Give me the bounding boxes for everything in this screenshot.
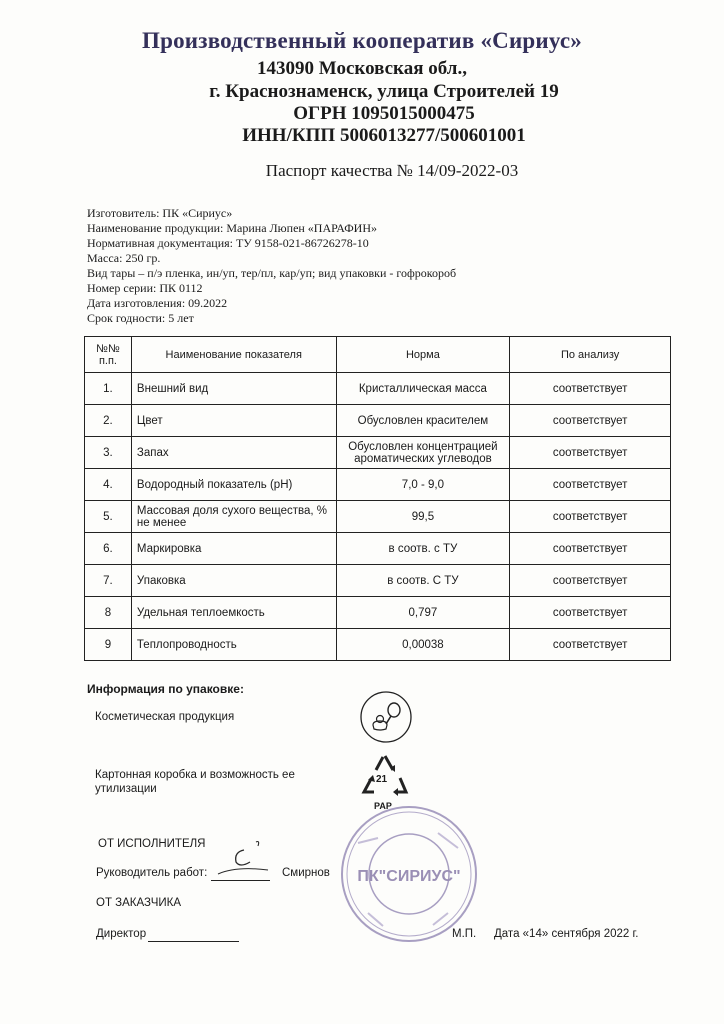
info-series-number: Номер серии: ПК 0112 bbox=[87, 281, 203, 295]
quality-table bbox=[84, 336, 671, 661]
document-date: Дата «14» сентября 2022 г. bbox=[494, 928, 639, 940]
row-result: соответствует bbox=[510, 565, 671, 597]
packaging-cosmetic: Косметическая продукция bbox=[95, 711, 235, 723]
organization-name: Производственный кооператив «Сириус» bbox=[142, 28, 582, 53]
row-number: 1. bbox=[85, 373, 132, 405]
table-row bbox=[85, 373, 671, 405]
info-manufacture-date: Дата изготовления: 09.2022 bbox=[87, 296, 228, 310]
row-indicator: Маркировка bbox=[131, 533, 336, 565]
address-line-2: г. Краснознаменск, улица Строителей 19 bbox=[209, 81, 559, 102]
cosmetic-product-icon bbox=[359, 690, 413, 744]
row-result: соответствует bbox=[510, 373, 671, 405]
row-result: соответствует bbox=[510, 405, 671, 437]
director-label: Директор bbox=[96, 928, 147, 940]
header-indicator: Наименование показателя bbox=[131, 337, 336, 373]
row-number: 2. bbox=[85, 405, 132, 437]
packaging-carton: Картонная коробка и возможность ее утилизации bbox=[95, 769, 295, 795]
table-row bbox=[85, 533, 671, 565]
stamp-center-text: ПК"СИРИУС" bbox=[357, 868, 461, 885]
handwritten-signature bbox=[216, 830, 276, 880]
packaging-title: Информация по упаковке: bbox=[87, 682, 244, 696]
row-result: соответствует bbox=[510, 533, 671, 565]
table-row bbox=[85, 501, 671, 533]
row-norm: Обусловлен концентрацией ароматических углеводов bbox=[336, 437, 510, 469]
row-result: соответствует bbox=[510, 597, 671, 629]
info-shelf-life: Срок годности: 5 лет bbox=[87, 311, 194, 325]
row-result: соответствует bbox=[510, 501, 671, 533]
info-mass: Масса: 250 гр. bbox=[87, 251, 161, 265]
header-number: №№ п.п. bbox=[85, 337, 132, 373]
manager-name: Смирнов bbox=[282, 867, 330, 879]
header-norm: Норма bbox=[336, 337, 510, 373]
row-number: 3. bbox=[85, 437, 132, 469]
recycle-label: PAP bbox=[374, 801, 392, 811]
row-indicator: Внешний вид bbox=[131, 373, 336, 405]
table-row bbox=[85, 469, 671, 501]
info-manufacturer: Изготовитель: ПК «Сириус» bbox=[87, 206, 233, 220]
row-norm: в соотв. С ТУ bbox=[336, 565, 510, 597]
row-indicator: Водородный показатель (pH) bbox=[131, 469, 336, 501]
row-indicator: Цвет bbox=[131, 405, 336, 437]
row-indicator: Теплопроводность bbox=[131, 629, 336, 661]
row-norm: 99,5 bbox=[336, 501, 510, 533]
address-line-1: 143090 Московская обл., bbox=[257, 58, 467, 79]
row-number: 9 bbox=[85, 629, 132, 661]
inn-kpp: ИНН/КПП 5006013277/500601001 bbox=[242, 125, 526, 146]
row-number: 6. bbox=[85, 533, 132, 565]
manager-label: Руководитель работ: bbox=[96, 867, 208, 879]
row-indicator: Упаковка bbox=[131, 565, 336, 597]
table-row bbox=[85, 437, 671, 469]
row-norm: 7,0 - 9,0 bbox=[336, 469, 510, 501]
row-indicator: Массовая доля сухого вещества, % не менее bbox=[131, 501, 336, 533]
row-number: 8 bbox=[85, 597, 132, 629]
table-row bbox=[85, 405, 671, 437]
row-indicator: Удельная теплоемкость bbox=[131, 597, 336, 629]
executor-title: ОТ ИСПОЛНИТЕЛЯ bbox=[98, 838, 206, 850]
table-row bbox=[85, 629, 671, 661]
stamp bbox=[338, 803, 480, 945]
passport-title: Паспорт качества № 14/09-2022-03 bbox=[265, 161, 519, 180]
table-row bbox=[85, 565, 671, 597]
info-product-name: Наименование продукции: Марина Люпен «ПАРАФИН» bbox=[87, 221, 378, 235]
recycle-code: 21 bbox=[376, 774, 388, 785]
row-number: 5. bbox=[85, 501, 132, 533]
ogrn: ОГРН 1095015000475 bbox=[293, 103, 475, 124]
row-result: соответствует bbox=[510, 437, 671, 469]
info-container-type: Вид тары – п/э пленка, ин/уп, тер/пл, кар/уп; вид упаковки - гофрокороб bbox=[87, 266, 457, 280]
row-norm: Кристаллическая масса bbox=[336, 373, 510, 405]
header-analysis: По анализу bbox=[510, 337, 671, 373]
info-normative-doc: Нормативная документация: ТУ 9158-021-86726278-10 bbox=[87, 236, 369, 250]
row-indicator: Запах bbox=[131, 437, 336, 469]
row-result: соответствует bbox=[510, 629, 671, 661]
table-header-row bbox=[85, 337, 671, 373]
row-norm: в соотв. с ТУ bbox=[336, 533, 510, 565]
row-number: 4. bbox=[85, 469, 132, 501]
customer-title: ОТ ЗАКАЗЧИКА bbox=[96, 897, 182, 909]
manager-signature-line bbox=[211, 880, 270, 881]
row-norm: 0,797 bbox=[336, 597, 510, 629]
row-number: 7. bbox=[85, 565, 132, 597]
mp-label: М.П. bbox=[452, 928, 477, 940]
table-row bbox=[85, 597, 671, 629]
row-result: соответствует bbox=[510, 469, 671, 501]
row-norm: Обусловлен красителем bbox=[336, 405, 510, 437]
director-signature-line bbox=[148, 941, 239, 942]
row-norm: 0,00038 bbox=[336, 629, 510, 661]
